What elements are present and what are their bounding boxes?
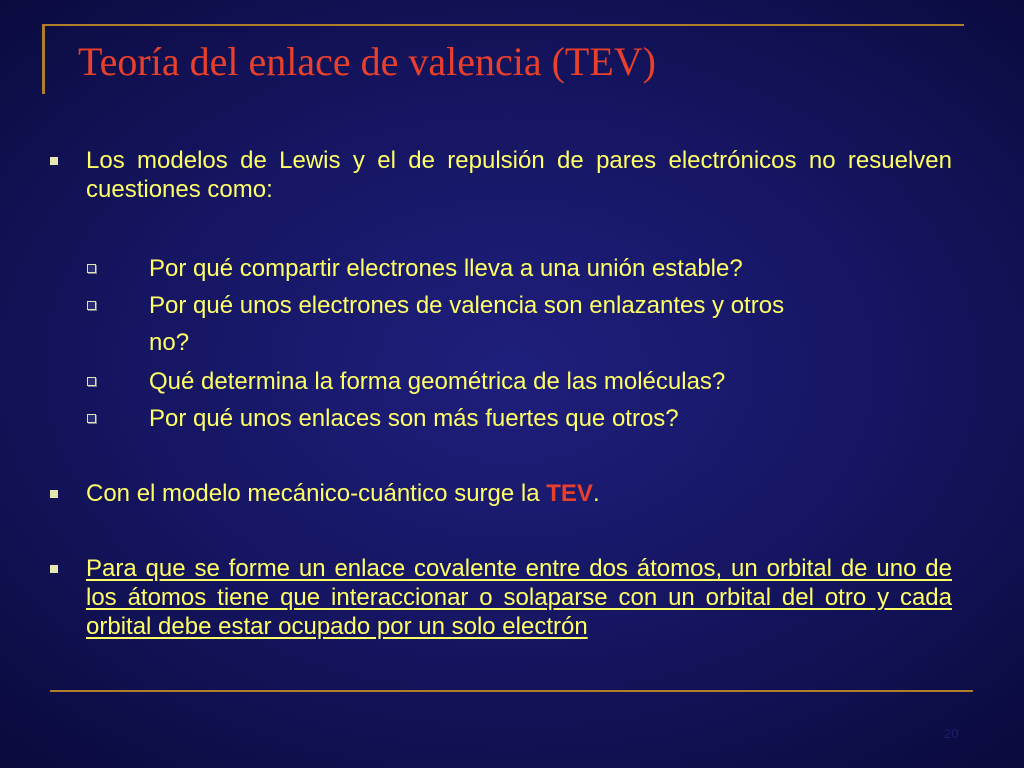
bullet-text-tev [86,479,952,508]
page-number: 20 [944,726,959,741]
bullet-text-tev-after: . [592,480,600,507]
sub-bullet-text-strength: Por qué unos enlaces son más fuertes que otros? [149,405,679,432]
tev-highlight: TEV [546,480,593,507]
bullet-text-lewis: Los modelos de Lewis y el de repulsión de pares electrónicos no resuelven cuestiones como: [86,147,952,203]
sub-bullet-text-geometry: Qué determina la forma geométrica de las moléculas? [149,368,726,395]
bullet-square-icon [50,157,58,165]
sub-bullet-square-icon [87,377,96,386]
bullet-text-tev-before: Con el modelo mecánico-cuántico surge la [86,480,547,507]
bullet-text-orbital: Para que se forme un enlace covalente entre dos átomos, un orbital de uno de los átomos tiene que interaccionar o solaparse con un orbital del otro y cada orbital debe estar ocupado por un solo electrón [86,555,952,640]
sub-bullet-text-valence-line2: no? [149,329,190,356]
bottom-horizontal-rule [50,690,973,692]
sub-bullet-square-icon [87,414,96,423]
sub-bullet-square-icon [87,301,96,310]
sub-bullet-text-valence-line1: Por qué unos electrones de valencia son enlazantes y otros [149,292,785,319]
sub-bullet-text-stable: Por qué compartir electrones lleva a una unión estable? [149,255,743,282]
bullet-square-icon [50,490,58,498]
slide-title: Teoría del enlace de valencia (TEV) [78,39,656,84]
bullet-square-icon [50,565,58,573]
sub-bullet-square-icon [87,264,96,273]
